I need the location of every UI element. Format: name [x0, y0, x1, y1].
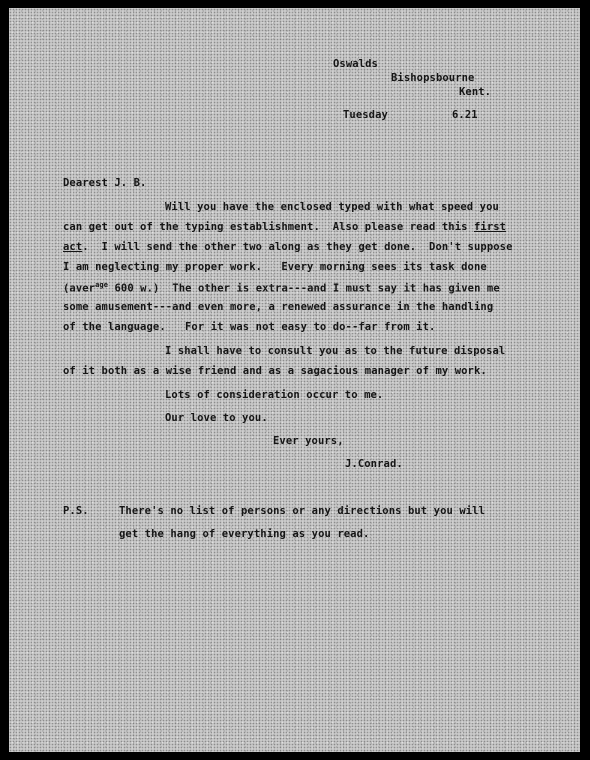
body-line-9: of it both as a wise friend and as a sagacious manager of my work.	[63, 365, 487, 377]
body-line-2: can get out of the typing establishment. Also please read this first	[63, 221, 507, 233]
body-line-6: some amusement---and even more, a renewed assurance in the handling	[63, 301, 494, 313]
address-line-3: Kent.	[459, 86, 492, 98]
body-line-10: Lots of consideration occur to me.	[165, 389, 384, 401]
signature: J.Conrad.	[345, 458, 403, 470]
body-line-5: (aver$^{age}$ 600 w.) The other is extra---and I must say it has given me	[63, 281, 500, 295]
underlined-word: first	[473, 221, 507, 233]
letter-date: 6.21	[452, 109, 478, 121]
salutation: Dearest J. B.	[63, 177, 147, 189]
body-line-11: Our love to you.	[165, 412, 268, 424]
body-line-1: Will you have the enclosed typed with what speed you	[165, 201, 499, 213]
body-line-4: I am neglecting my proper work. Every morning sees its task done	[63, 261, 487, 273]
address-line-1: Oswalds	[333, 58, 378, 70]
body-line-7: of the language. For it was not easy to do--far from it.	[63, 321, 436, 333]
superscript-text: age	[95, 281, 109, 289]
letter-page	[9, 8, 580, 752]
body-line-8: I shall have to consult you as to the future disposal	[165, 345, 506, 357]
letter-day: Tuesday	[343, 109, 388, 121]
body-line-3: act. I will send the other two along as they get done. Don't suppose	[63, 241, 513, 253]
postscript-line-2: get the hang of everything as you read.	[119, 528, 370, 540]
underlined-word: act	[63, 241, 83, 253]
closing: Ever yours,	[273, 435, 344, 447]
address-line-2: Bishopsbourne	[391, 72, 475, 84]
postscript-line-1: There's no list of persons or any directions but you will	[119, 505, 486, 517]
postscript-label: P.S.	[63, 505, 89, 517]
